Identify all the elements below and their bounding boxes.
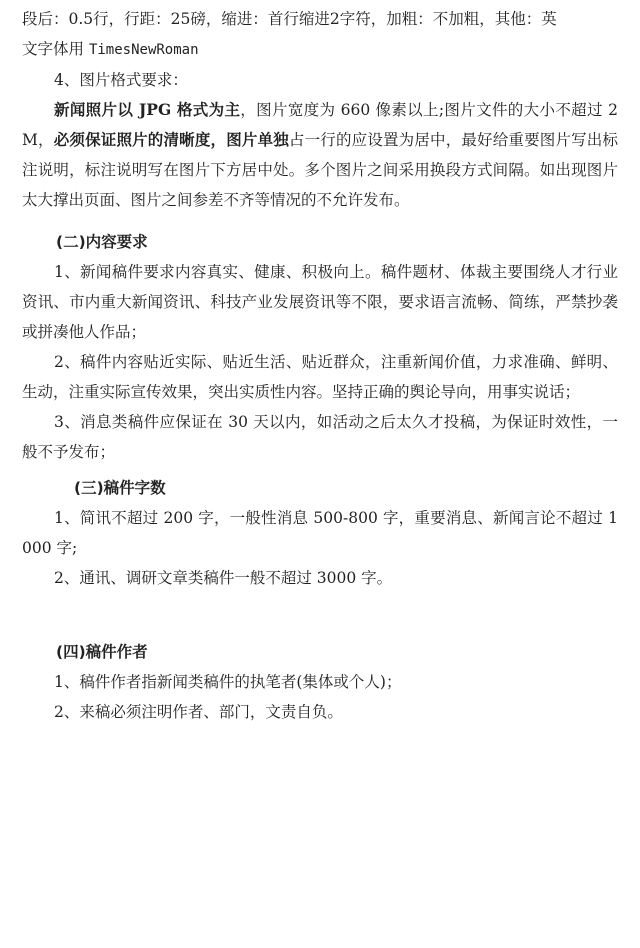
content-requirements-heading: (二)内容要求	[56, 233, 148, 251]
word-count-item-1: 1、简讯不超过 200 字，一般性消息 500-800 字，重要消息、新闻言论不超过 1000 字;	[22, 509, 618, 557]
image-format-bold-middle: 必须保证照片的清晰度，图片单独	[53, 130, 289, 149]
format-spec-paragraph	[22, 4, 618, 65]
image-format-paragraph	[22, 95, 618, 215]
word-count-item-2: 2、通讯、调研文章类稿件一般不超过 3000 字。	[54, 569, 393, 587]
format-spec-line1: 段后：0.5行，行距：25磅，缩进：首行缩进2字符，加粗：不加粗，其他：英	[22, 10, 557, 28]
content-requirement-item-2: 2、稿件内容贴近实际、贴近生活、贴近群众，注重新闻价值，力求准确、鲜明、生动，注重实际宣传效果，突出实质性内容。坚持正确的舆论导向，用事实说话；	[22, 353, 618, 401]
content-requirement-item-3: 3、消息类稿件应保证在 30 天以内，如活动之后太久才投稿，为保证时效性，一般不予发布；	[22, 413, 618, 461]
image-format-heading: 4、图片格式要求：	[54, 71, 188, 89]
content-requirement-item-1: 1、新闻稿件要求内容真实、健康、积极向上。稿件题材、体裁主要围绕人才行业资讯、市内重大新闻资讯、科技产业发展资讯等不限，要求语言流畅、简练，严禁抄袭或拼凑他人作品；	[22, 263, 618, 341]
word-count-heading: (三)稿件字数	[74, 479, 166, 497]
author-heading: (四)稿件作者	[56, 643, 148, 661]
image-format-part1: ，图片宽度为 660 像素以上;图片文件的大小不超过 2M，	[22, 101, 618, 149]
image-format-bold-lead: 新闻照片以 JPG 格式为主	[54, 100, 241, 119]
author-item-2: 2、来稿必须注明作者、部门，文责自负。	[54, 703, 343, 721]
font-name: TimesNewRoman	[88, 42, 199, 58]
image-format-part2: 占一行的应设置为居中，最好给重要图片写出标注说明，标注说明写在图片下方居中处。多个图片之间采用换段方式间隔。如出现图片太大撑出页面、图片之间参差不齐等情况的不允许发布。	[22, 131, 618, 209]
format-spec-line2-prefix: 文字体用	[22, 40, 89, 58]
author-item-1: 1、稿件作者指新闻类稿件的执笔者(集体或个人)；	[54, 673, 402, 691]
